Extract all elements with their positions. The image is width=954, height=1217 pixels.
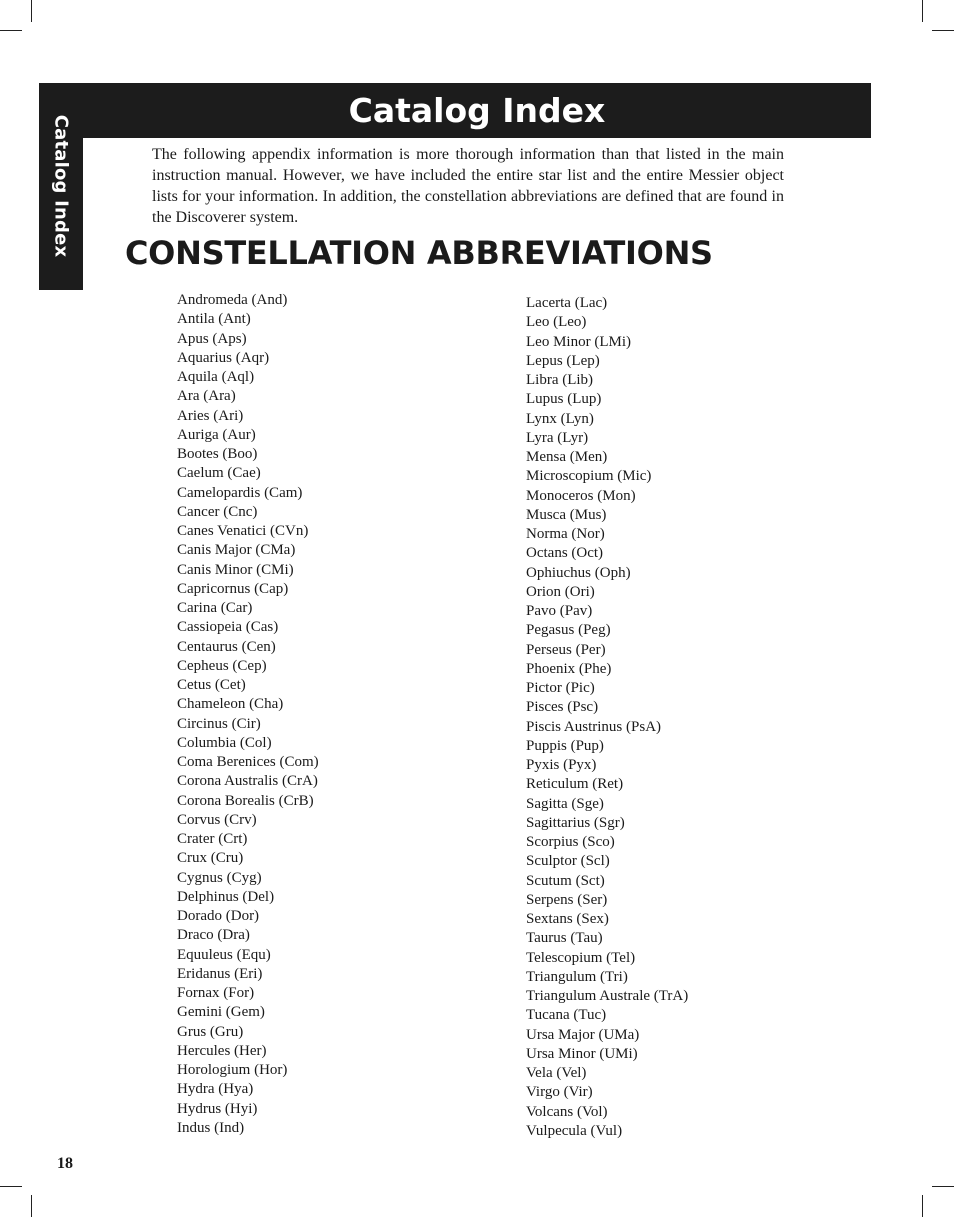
constellation-list-left [177, 291, 319, 1138]
constellation-item: Ara (Ara) [177, 388, 236, 405]
constellation-item: Sculptor (Scl) [526, 853, 610, 870]
constellation-item: Delphinus (Del) [177, 888, 275, 905]
constellation-item: Grus (Gru) [177, 1023, 244, 1040]
constellation-item: Mensa (Men) [526, 449, 608, 465]
constellation-item: Aquila (Aql) [177, 369, 255, 385]
constellation-item: Lupus (Lup) [526, 391, 602, 408]
constellation-item: Ursa Major (UMa) [526, 1026, 640, 1043]
constellation-item: Cassiopeia (Cas) [177, 619, 279, 636]
constellation-item: Canis Minor (CMi) [177, 561, 294, 578]
section-heading: CONSTELLATION ABBREVIATIONS [125, 234, 713, 272]
crop-mark [31, 0, 32, 22]
constellation-item: Pavo (Pav) [526, 603, 593, 619]
constellation-item: Indus (Ind) [177, 1119, 245, 1136]
constellation-item: Vela (Vel) [526, 1065, 587, 1081]
constellation-item: Canis Major (CMa) [177, 542, 296, 559]
constellation-item: Aquarius (Aqr) [177, 349, 270, 366]
page-title: Catalog Index [348, 91, 606, 130]
constellation-list-right [526, 294, 688, 1141]
constellation-item: Phoenix (Phe) [526, 660, 612, 677]
crop-mark [0, 30, 22, 31]
constellation-item: Lynx (Lyn) [526, 410, 594, 427]
constellation-item: Sextans (Sex) [526, 911, 609, 927]
constellation-item: Draco (Dra) [177, 927, 250, 944]
constellation-item: Crux (Cru) [177, 850, 244, 867]
constellation-item: Cetus (Cet) [177, 677, 246, 693]
constellation-item: Cancer (Cnc) [177, 503, 258, 520]
constellation-item: Coma Berenices (Com) [177, 754, 319, 770]
constellation-item: Triangulum (Tri) [526, 968, 628, 985]
constellation-item: Pisces (Psc) [526, 699, 599, 716]
constellation-item: Andromeda (And) [177, 292, 288, 308]
constellation-item: Leo Minor (LMi) [526, 333, 631, 350]
constellation-item: Orion (Ori) [526, 583, 595, 600]
constellation-item: Dorado (Dor) [177, 908, 260, 924]
constellation-item: Equuleus (Equ) [177, 946, 271, 963]
constellation-item: Lyra (Lyr) [526, 429, 589, 446]
constellation-item: Octans (Oct) [526, 545, 604, 562]
constellation-item: Crater (Crt) [177, 831, 248, 847]
constellation-item: Norma (Nor) [526, 526, 605, 542]
constellation-item: Ophiuchus (Oph) [526, 564, 631, 581]
constellation-item: Serpens (Ser) [526, 891, 608, 908]
constellation-item: Pegasus (Peg) [526, 622, 611, 639]
constellation-item: Fornax (For) [177, 985, 255, 1001]
constellation-item: Leo (Leo) [526, 314, 587, 331]
page-number: 18 [57, 1155, 73, 1172]
constellation-item: Cepheus (Cep) [177, 657, 267, 674]
constellation-item: Ursa Minor (UMi) [526, 1045, 638, 1062]
constellation-item: Hydra (Hya) [177, 1081, 254, 1098]
constellation-item: Apus (Aps) [177, 330, 247, 347]
constellation-item: Telescopium (Tel) [526, 949, 636, 966]
constellation-item: Canes Venatici (CVn) [177, 523, 309, 539]
crop-mark [932, 30, 954, 31]
constellation-item: Musca (Mus) [526, 506, 607, 523]
constellation-item: Sagitta (Sge) [526, 795, 604, 812]
constellation-item: Carina (Car) [177, 600, 253, 616]
constellation-item: Camelopardis (Cam) [177, 484, 303, 501]
constellation-item: Vulpecula (Vul) [526, 1122, 623, 1139]
constellation-item: Scutum (Sct) [526, 872, 605, 889]
constellation-item: Taurus (Tau) [526, 930, 603, 947]
constellation-item: Hydrus (Hyi) [177, 1100, 258, 1117]
constellation-item: Lacerta (Lac) [526, 295, 608, 311]
constellation-item: Cygnus (Cyg) [177, 869, 262, 886]
constellation-item: Centaurus (Cen) [177, 638, 276, 655]
constellation-item: Lepus (Lep) [526, 352, 600, 369]
crop-mark [31, 1195, 32, 1217]
constellation-item: Piscis Austrinus (PsA) [526, 718, 662, 735]
constellation-item: Sagittarius (Sgr) [526, 814, 625, 831]
constellation-item: Corona Borealis (CrB) [177, 792, 314, 809]
crop-mark [922, 0, 923, 22]
constellation-item: Capricornus (Cap) [177, 580, 289, 597]
constellation-item: Tucana (Tuc) [526, 1007, 607, 1024]
constellation-item: Circinus (Cir) [177, 715, 261, 732]
intro-paragraph: The following appendix information is more thorough information than that listed in the main instruction manual. However, we have included the entire star list and the entire Messier object lists for your information. In addition, the constellation abbreviations are defined that are found in the Discoverer system. [152, 146, 784, 226]
constellation-item: Auriga (Aur) [177, 426, 256, 443]
constellation-item: Scorpius (Sco) [526, 834, 615, 850]
constellation-item: Gemini (Gem) [177, 1004, 265, 1021]
constellation-item: Triangulum Australe (TrA) [526, 988, 689, 1004]
crop-mark [0, 1186, 22, 1187]
constellation-item: Reticulum (Ret) [526, 776, 624, 793]
constellation-item: Corvus (Crv) [177, 811, 257, 828]
constellation-item: Columbia (Col) [177, 734, 272, 751]
constellation-item: Pyxis (Pyx) [526, 757, 597, 773]
side-tab-label: Catalog Index [50, 114, 72, 258]
constellation-item: Libra (Lib) [526, 372, 594, 388]
constellation-item: Puppis (Pup) [526, 737, 604, 754]
constellation-item: Aries (Ari) [177, 407, 244, 424]
constellation-item: Virgo (Vir) [526, 1084, 593, 1101]
constellation-item: Microscopium (Mic) [526, 468, 652, 485]
constellation-item: Monoceros (Mon) [526, 487, 636, 504]
constellation-item: Corona Australis (CrA) [177, 773, 318, 790]
crop-mark [932, 1186, 954, 1187]
constellation-item: Volcans (Vol) [526, 1103, 608, 1120]
constellation-item: Eridanus (Eri) [177, 965, 263, 982]
constellation-item: Hercules (Her) [177, 1042, 267, 1059]
constellation-item: Chameleon (Cha) [177, 696, 284, 713]
constellation-item: Antila (Ant) [177, 311, 251, 328]
constellation-item: Perseus (Per) [526, 641, 606, 658]
constellation-item: Pictor (Pic) [526, 680, 595, 696]
constellation-item: Bootes (Boo) [177, 446, 258, 462]
constellation-item: Caelum (Cae) [177, 465, 261, 482]
constellation-item: Horologium (Hor) [177, 1062, 288, 1078]
crop-mark [922, 1195, 923, 1217]
